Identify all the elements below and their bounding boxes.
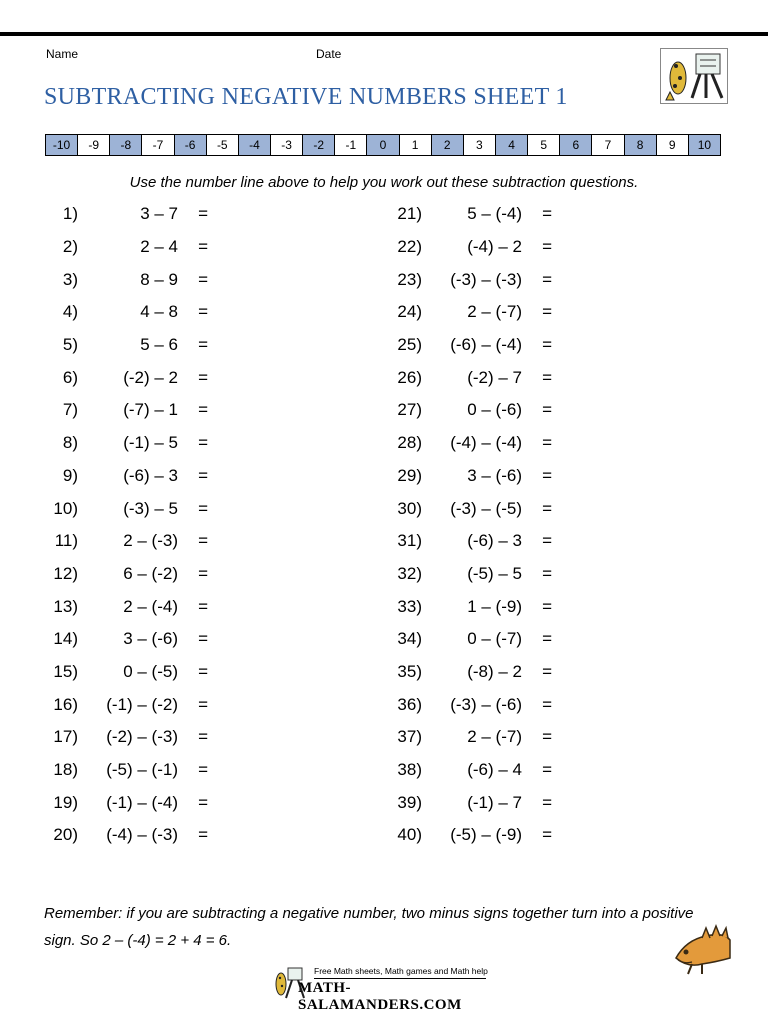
number-line-cell: -3: [271, 135, 303, 155]
number-line-cell: 1: [400, 135, 432, 155]
equals-sign: =: [198, 465, 208, 485]
question-number: 15): [53, 661, 78, 681]
equals-sign: =: [542, 335, 552, 355]
question-expression: (-6) – (-4): [450, 335, 522, 355]
question-number: 14): [53, 629, 78, 649]
question-expression: 2 – (-3): [123, 531, 178, 551]
question-row: [40, 786, 208, 819]
question-number: 37): [397, 727, 422, 747]
question-number: 24): [397, 302, 422, 322]
equals-sign: =: [542, 498, 552, 518]
equals-sign: =: [542, 237, 552, 257]
equals-sign: =: [198, 629, 208, 649]
question-row: [40, 460, 208, 493]
equals-sign: =: [542, 367, 552, 387]
question-row: [384, 263, 552, 296]
remember-note: Remember: if you are subtracting a negative number, two minus signs together turn into a positive sign. So 2 – (-4) = 2 + 4 = 6.: [44, 905, 694, 949]
number-line-cell: 5: [528, 135, 560, 155]
question-expression: (-6) – 3: [467, 531, 522, 551]
question-expression: 0 – (-6): [467, 400, 522, 420]
question-number: 2): [62, 237, 78, 257]
number-line-cell: 7: [592, 135, 624, 155]
question-expression: 4 – 8: [140, 302, 178, 322]
question-number: 5): [62, 335, 78, 355]
equals-sign: =: [198, 531, 208, 551]
question-row: [384, 198, 552, 231]
question-row: [40, 427, 208, 460]
equals-sign: =: [542, 465, 552, 485]
question-row: [40, 721, 208, 754]
question-number: 29): [397, 465, 422, 485]
equals-sign: =: [198, 302, 208, 322]
question-expression: (-3) – (-6): [450, 694, 522, 714]
question-expression: (-4) – (-3): [106, 825, 178, 845]
equals-sign: =: [198, 498, 208, 518]
lizard-icon: [672, 918, 734, 978]
question-number: 30): [397, 498, 422, 518]
question-row: [40, 623, 208, 656]
top-border: [0, 32, 768, 36]
salamander-easel-logo-icon: [660, 48, 728, 104]
question-number: 18): [53, 760, 78, 780]
question-row: [384, 296, 552, 329]
question-number: 9): [62, 465, 78, 485]
number-line-cell: -10: [46, 135, 78, 155]
date-label: Date: [316, 47, 342, 61]
question-number: 39): [397, 792, 422, 812]
number-line-cell: -8: [110, 135, 142, 155]
question-row: [384, 819, 552, 852]
question-row: [40, 754, 208, 787]
question-expression: (-6) – 3: [123, 465, 178, 485]
question-number: 4): [62, 302, 78, 322]
question-expression: (-2) – (-3): [106, 727, 178, 747]
question-expression: (-8) – 2: [467, 661, 522, 681]
question-number: 38): [397, 760, 422, 780]
number-line: [45, 134, 721, 156]
equals-sign: =: [198, 596, 208, 616]
question-expression: 1 – (-9): [467, 596, 522, 616]
question-row: [384, 786, 552, 819]
question-expression: (-5) – 5: [467, 563, 522, 583]
question-expression: (-4) – (-4): [450, 433, 522, 453]
page-title: SUBTRACTING NEGATIVE NUMBERS SHEET 1: [44, 84, 568, 110]
equals-sign: =: [542, 400, 552, 420]
equals-sign: =: [198, 400, 208, 420]
number-line-cell: -9: [78, 135, 110, 155]
question-row: [384, 558, 552, 591]
question-row: [40, 590, 208, 623]
question-number: 8): [62, 433, 78, 453]
question-row: [384, 754, 552, 787]
number-line-cell: 4: [496, 135, 528, 155]
question-row: [40, 231, 208, 264]
question-expression: 3 – 7: [140, 204, 178, 224]
question-row: [384, 394, 552, 427]
questions-right-column: [384, 198, 552, 852]
question-row: [384, 361, 552, 394]
question-expression: 0 – (-5): [123, 661, 178, 681]
number-line-cell: 0: [367, 135, 399, 155]
number-line-cell: 8: [625, 135, 657, 155]
equals-sign: =: [198, 825, 208, 845]
question-expression: 2 – (-7): [467, 302, 522, 322]
question-row: [40, 656, 208, 689]
question-expression: 8 – 9: [140, 269, 178, 289]
question-number: 34): [397, 629, 422, 649]
equals-sign: =: [542, 825, 552, 845]
question-expression: 0 – (-7): [467, 629, 522, 649]
equals-sign: =: [542, 563, 552, 583]
question-expression: 2 – (-7): [467, 727, 522, 747]
footer-site-name: MATH-SALAMANDERS.COM: [298, 980, 462, 1013]
question-row: [384, 231, 552, 264]
question-row: [40, 329, 208, 362]
question-number: 20): [53, 825, 78, 845]
question-expression: 3 – (-6): [467, 465, 522, 485]
question-expression: (-3) – (-5): [450, 498, 522, 518]
question-expression: (-5) – (-9): [450, 825, 522, 845]
question-number: 16): [53, 694, 78, 714]
question-expression: (-3) – (-3): [450, 269, 522, 289]
question-number: 12): [53, 563, 78, 583]
question-expression: (-1) – (-4): [106, 792, 178, 812]
question-row: [40, 525, 208, 558]
equals-sign: =: [542, 596, 552, 616]
question-row: [384, 688, 552, 721]
equals-sign: =: [198, 237, 208, 257]
question-number: 27): [397, 400, 422, 420]
question-number: 33): [397, 596, 422, 616]
question-expression: (-3) – 5: [123, 498, 178, 518]
question-expression: (-1) – 5: [123, 433, 178, 453]
question-number: 21): [397, 204, 422, 224]
number-line-cell: -2: [303, 135, 335, 155]
question-row: [40, 263, 208, 296]
equals-sign: =: [198, 204, 208, 224]
equals-sign: =: [542, 302, 552, 322]
question-number: 23): [397, 269, 422, 289]
question-row: [40, 688, 208, 721]
question-expression: (-1) – (-2): [106, 694, 178, 714]
question-row: [40, 492, 208, 525]
question-expression: (-4) – 2: [467, 237, 522, 257]
question-number: 36): [397, 694, 422, 714]
question-expression: (-5) – (-1): [106, 760, 178, 780]
question-expression: (-2) – 7: [467, 367, 522, 387]
question-expression: (-7) – 1: [123, 400, 178, 420]
footer-rule: [314, 978, 486, 979]
question-expression: (-2) – 2: [123, 367, 178, 387]
number-line-cell: 10: [689, 135, 720, 155]
question-row: [384, 460, 552, 493]
question-number: 17): [53, 727, 78, 747]
name-label: Name: [46, 47, 79, 61]
question-expression: 5 – (-4): [467, 204, 522, 224]
question-expression: 2 – 4: [140, 237, 178, 257]
number-line-cell: -5: [207, 135, 239, 155]
number-line-cell: 3: [464, 135, 496, 155]
equals-sign: =: [542, 433, 552, 453]
question-row: [40, 558, 208, 591]
footer-tagline: Free Math sheets, Math games and Math help: [314, 966, 488, 976]
question-row: [384, 623, 552, 656]
question-row: [384, 721, 552, 754]
number-line-cell: 9: [657, 135, 689, 155]
question-row: [40, 296, 208, 329]
equals-sign: =: [542, 629, 552, 649]
instruction-text: Use the number line above to help you work out these subtraction questions.: [129, 174, 639, 191]
question-expression: 5 – 6: [140, 335, 178, 355]
equals-sign: =: [542, 727, 552, 747]
equals-sign: =: [542, 204, 552, 224]
equals-sign: =: [198, 433, 208, 453]
number-line-cell: -7: [142, 135, 174, 155]
question-expression: 3 – (-6): [123, 629, 178, 649]
equals-sign: =: [198, 367, 208, 387]
question-number: 7): [62, 400, 78, 420]
equals-sign: =: [542, 661, 552, 681]
number-line-cell: -4: [239, 135, 271, 155]
equals-sign: =: [542, 531, 552, 551]
equals-sign: =: [198, 661, 208, 681]
number-line-cell: -6: [175, 135, 207, 155]
question-number: 19): [53, 792, 78, 812]
equals-sign: =: [198, 269, 208, 289]
equals-sign: =: [198, 694, 208, 714]
question-number: 25): [397, 335, 422, 355]
question-row: [384, 525, 552, 558]
equals-sign: =: [198, 760, 208, 780]
question-expression: 6 – (-2): [123, 563, 178, 583]
question-row: [384, 427, 552, 460]
question-expression: (-6) – 4: [467, 760, 522, 780]
question-row: [40, 361, 208, 394]
equals-sign: =: [542, 760, 552, 780]
equals-sign: =: [542, 269, 552, 289]
question-number: 1): [62, 204, 78, 224]
question-row: [40, 198, 208, 231]
question-number: 3): [62, 269, 78, 289]
question-number: 6): [62, 367, 78, 387]
question-expression: (-1) – 7: [467, 792, 522, 812]
footer-branding: [268, 964, 504, 1013]
question-row: [40, 394, 208, 427]
equals-sign: =: [198, 563, 208, 583]
equals-sign: =: [542, 792, 552, 812]
question-number: 40): [397, 825, 422, 845]
number-line-cell: 6: [560, 135, 592, 155]
question-row: [384, 656, 552, 689]
question-row: [384, 590, 552, 623]
question-number: 10): [53, 498, 78, 518]
number-line-cell: -1: [335, 135, 367, 155]
question-number: 26): [397, 367, 422, 387]
question-number: 13): [53, 596, 78, 616]
question-number: 22): [397, 237, 422, 257]
equals-sign: =: [198, 335, 208, 355]
questions-left-column: [40, 198, 208, 852]
question-row: [384, 329, 552, 362]
equals-sign: =: [198, 792, 208, 812]
question-number: 31): [397, 531, 422, 551]
number-line-cell: 2: [432, 135, 464, 155]
question-number: 28): [397, 433, 422, 453]
equals-sign: =: [542, 694, 552, 714]
question-expression: 2 – (-4): [123, 596, 178, 616]
equals-sign: =: [198, 727, 208, 747]
question-number: 11): [54, 531, 78, 551]
question-number: 32): [397, 563, 422, 583]
question-row: [40, 819, 208, 852]
question-number: 35): [397, 661, 422, 681]
question-row: [384, 492, 552, 525]
